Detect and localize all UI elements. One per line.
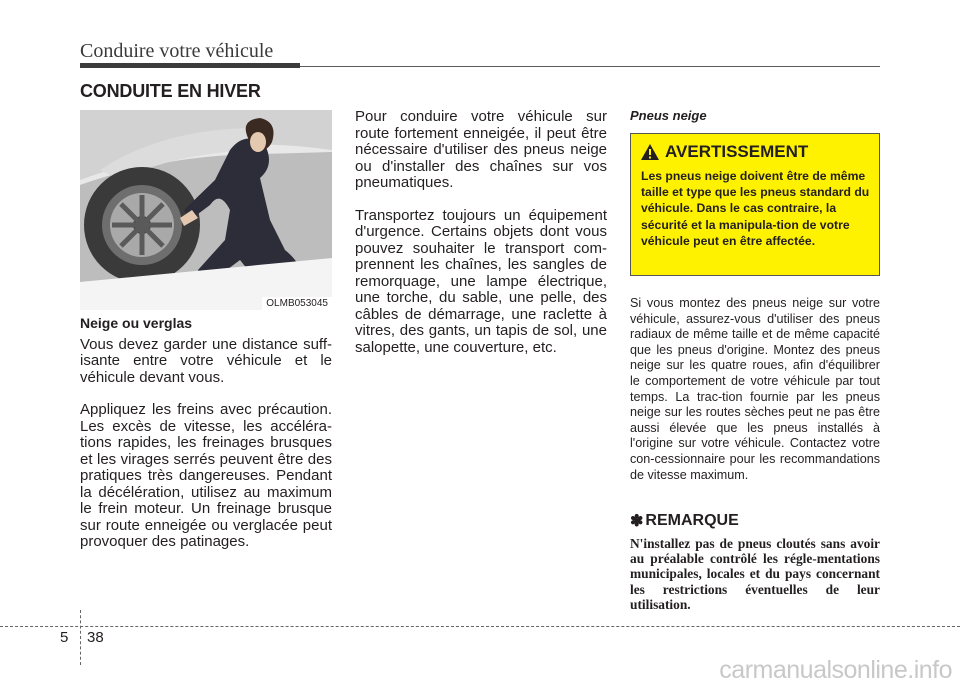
note-title: REMARQUE — [645, 512, 739, 529]
paragraph-snow-chains: Pour conduire votre véhicule sur route fortement enneigée, il peut être nécessaire d'utiliser des pneus neige ou d'installer des chaînes sur vos pneumatiques. — [355, 108, 607, 191]
warning-text: Les pneus neige doivent être de même taille et type que les pneus standard du véhicule. Dans le cas contraire, la sécurité et la manipula-tion de votre véhicule peut en être affectée. — [641, 169, 870, 248]
column-left — [80, 315, 332, 567]
warning-box — [630, 133, 880, 276]
illustration-snow-chains — [80, 110, 332, 310]
section-title: CONDUITE EN HIVER — [80, 81, 261, 101]
heading-snow-ice: Neige ou verglas — [80, 315, 193, 331]
paragraph-braking: Appliquez les freins avec précaution. Les excès de vitesse, les accéléra-tions rapides, les freinages brusques et les virages serrés peuvent être des pratiques très dangereuses. Pendant la décélération, utilisez au maximum le frein moteur. Un freinage brusque sur route enneigée ou verglacée peut provoquer des patinages. — [80, 401, 332, 550]
chapter-number: 5 — [60, 629, 69, 646]
paragraph-snow-tires: Si vous montez des pneus neige sur votre véhicule, assurez-vous d'utiliser des pneus radiaux de même taille et de même capacité que les pneus d'origine. Montez des pneus neige sur les quatre roues, afin d'équilibrer le comportement de votre véhicule par tout temps. La trac-tion fournie par les pneus neige sur les routes sèches peut ne pas être aussi élevée que les pneus installés à l'origine sur votre véhicule. Contactez votre con-cessionnaire pour les recommandations de vitesse maximum. — [630, 296, 880, 482]
watermark: carmanualsonline.info — [719, 656, 952, 684]
footer-divider — [0, 626, 960, 627]
header-rule-thick — [80, 63, 300, 68]
warning-triangle-icon — [641, 144, 659, 160]
warning-header — [641, 142, 870, 162]
chapter-title: Conduire votre véhicule — [80, 40, 274, 62]
heading-snow-tires: Pneus neige — [630, 108, 707, 123]
page-number: 38 — [87, 629, 104, 646]
paragraph-emergency-kit: Transportez toujours un équipement d'urgence. Certains objets dont vous pouvez souhaiter le transport com-prennent les chaînes, les sangles de remorquage, une lampe électrique, une torche, du sable, une pelle, des câbles de démarrage, une raclette à vitres, des gants, un tapis de sol, une salopette, une couverture, etc. — [355, 206, 607, 356]
header-rule-thin — [300, 66, 880, 67]
warning-title: AVERTISSEMENT — [665, 142, 809, 161]
column-right — [630, 108, 880, 125]
note-header — [630, 511, 739, 531]
note-star-icon: ✽ — [630, 513, 644, 530]
paragraph-distance: Vous devez garder une distance suff-isante entre votre véhicule et le véhicule devant vous. — [80, 335, 332, 386]
note-text: N'installez pas de pneus cloutés sans avoir au préalable contrôlé les régle-mentations municipales, locales et du pays concernant les restrictions éventuelles de leur utilisation. — [630, 536, 880, 612]
column-middle — [355, 109, 607, 372]
figure-caption: OLMB053045 — [262, 297, 332, 310]
page-number-divider — [80, 610, 81, 665]
